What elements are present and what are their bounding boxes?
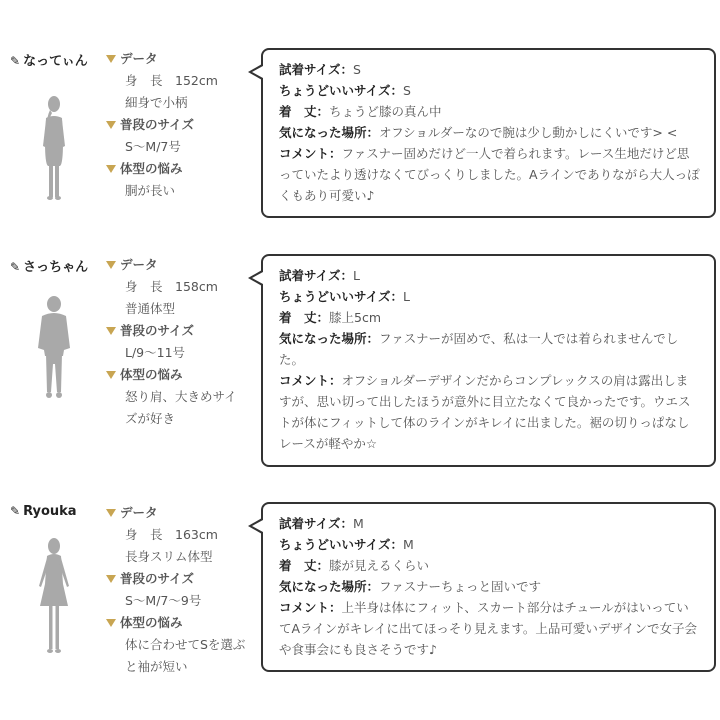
- reviewer-data: データ 身 長 152cm 細身で小柄 普段のサイズ S～M/7号 体型の悩み 胴が長い: [106, 48, 256, 202]
- worries-value: と袖が短い: [125, 659, 188, 674]
- comment-value: 上半身は体にフィット、スカート部分はチュールがはいっていてAラインがキレイに出てほっそり見えます。上品可愛いデザインで女子会や食事会にも良さそうです♪: [279, 600, 698, 657]
- comment-value: オフショルダーデザインだからコンプレックスの肩は露出しますが、思い切って出したほうが意外に目立たなくて良かったです。ウエストが体にフィットして体のラインがキレイに出ました。裾の切りっぱなしレースが軽やか☆: [279, 373, 691, 451]
- tried-size-value: S: [353, 62, 361, 77]
- section-heading-usual-size: 普段のサイズ: [106, 568, 256, 590]
- worries-value: 怒り肩、大きめサイ: [125, 389, 237, 404]
- review-card: [0, 48, 720, 223]
- body-type: 細身で小柄: [125, 95, 188, 110]
- usual-size-value: L/9～11号: [125, 345, 186, 360]
- worries-value: 体に合わせてSを選ぶ: [125, 637, 246, 652]
- triangle-icon: [106, 575, 116, 583]
- triangle-icon: [106, 509, 116, 517]
- comment-value: ファスナー固めだけど一人で着られます。レース生地だけど思っていたより透けなくてびっくりしました。Aラインでありながら大人っぽくもあり可愛い♪: [279, 146, 700, 203]
- height-value: 163cm: [175, 527, 218, 542]
- triangle-icon: [106, 619, 116, 627]
- usual-size-value: S～M/7号: [125, 139, 181, 154]
- reviewer-name: ✎ なってぃん: [10, 54, 88, 69]
- concern-value: オフショルダーなので腕は少し動かしにくいです> <: [379, 125, 678, 140]
- section-heading-worries: 体型の悩み: [106, 612, 256, 634]
- good-size-value: L: [403, 289, 410, 304]
- triangle-icon: [106, 121, 116, 129]
- body-silhouette-icon: [30, 94, 78, 204]
- reviewer-name: ✎ Ryouka: [10, 504, 77, 519]
- reviewer-data: データ 身 長 163cm 長身スリム体型 普段のサイズ S～M/7～9号 体型の悩み 体に合わせてSを選ぶ と袖が短い: [106, 502, 256, 678]
- body-type: 長身スリム体型: [125, 549, 213, 564]
- triangle-icon: [106, 55, 116, 63]
- triangle-icon: [106, 261, 116, 269]
- height-value: 158cm: [175, 279, 218, 294]
- tried-size-value: L: [353, 268, 360, 283]
- section-heading-data: データ: [106, 48, 256, 70]
- review-bubble: 試着サイズ：S ちょうどいいサイズ：S 着 丈：ちょうど膝の真ん中 気になった場所：オフショルダーなので腕は少し動かしにくいです> < コメント：ファスナー固めだけど一人で着られます。レース生地だけど思っていたより透けなくてびっくりしました。Aラインでありながら大人っぽくもあり可愛い♪: [261, 48, 716, 218]
- section-heading-usual-size: 普段のサイズ: [106, 320, 256, 342]
- triangle-icon: [106, 327, 116, 335]
- worries-value: 胴が長い: [125, 183, 176, 198]
- triangle-icon: [106, 165, 116, 173]
- pencil-icon: ✎: [10, 504, 21, 518]
- section-heading-worries: 体型の悩み: [106, 364, 256, 386]
- worries-value: ズが好き: [125, 411, 176, 426]
- reviewer-data: データ 身 長 158cm 普通体型 普段のサイズ L/9～11号 体型の悩み 怒り肩、大きめサイ ズが好き: [106, 254, 256, 430]
- section-heading-data: データ: [106, 502, 256, 524]
- review-bubble: 試着サイズ：M ちょうどいいサイズ：M 着 丈：膝が見えるくらい 気になった場所：ファスナーちょっと固いです コメント：上半身は体にフィット、スカート部分はチュールがはいっていてAラインがキレイに出てほっそり見えます。上品可愛いデザインで女子会や食事会にも良さそうです♪: [261, 502, 716, 672]
- usual-size-value: S～M/7～9号: [125, 593, 202, 608]
- body-type: 普通体型: [125, 301, 176, 316]
- review-bubble: 試着サイズ：L ちょうどいいサイズ：L 着 丈：膝上5cm 気になった場所：ファスナーが固めで、私は一人では着られませんでした。 コメント：オフショルダーデザインだからコンプレックスの肩は露出しますが、思い切って出したほうが意外に目立たなくて良かったです。ウエストが体にフィットして体のラインがキレイに出ました。裾の切りっぱなしレースが軽やか☆: [261, 254, 716, 467]
- section-heading-usual-size: 普段のサイズ: [106, 114, 256, 136]
- concern-value: ファスナーちょっと固いです: [379, 579, 542, 594]
- section-heading-worries: 体型の悩み: [106, 158, 256, 180]
- tried-size-value: M: [353, 516, 364, 531]
- reviewer-name: ✎ さっちゃん: [10, 260, 89, 275]
- concern-value: ファスナーが固めで、私は一人では着られませんでした。: [279, 331, 679, 367]
- good-size-value: M: [403, 537, 414, 552]
- pencil-icon: ✎: [10, 54, 21, 68]
- length-value: 膝上5cm: [329, 310, 382, 325]
- length-value: ちょうど膝の真ん中: [329, 104, 442, 119]
- height-value: 152cm: [175, 73, 218, 88]
- triangle-icon: [106, 371, 116, 379]
- review-card: [0, 254, 720, 469]
- body-silhouette-icon: [30, 536, 78, 660]
- pencil-icon: ✎: [10, 260, 21, 274]
- body-silhouette-icon: [30, 294, 78, 406]
- review-card: [0, 502, 720, 677]
- section-heading-data: データ: [106, 254, 256, 276]
- length-value: 膝が見えるくらい: [329, 558, 430, 573]
- good-size-value: S: [403, 83, 411, 98]
